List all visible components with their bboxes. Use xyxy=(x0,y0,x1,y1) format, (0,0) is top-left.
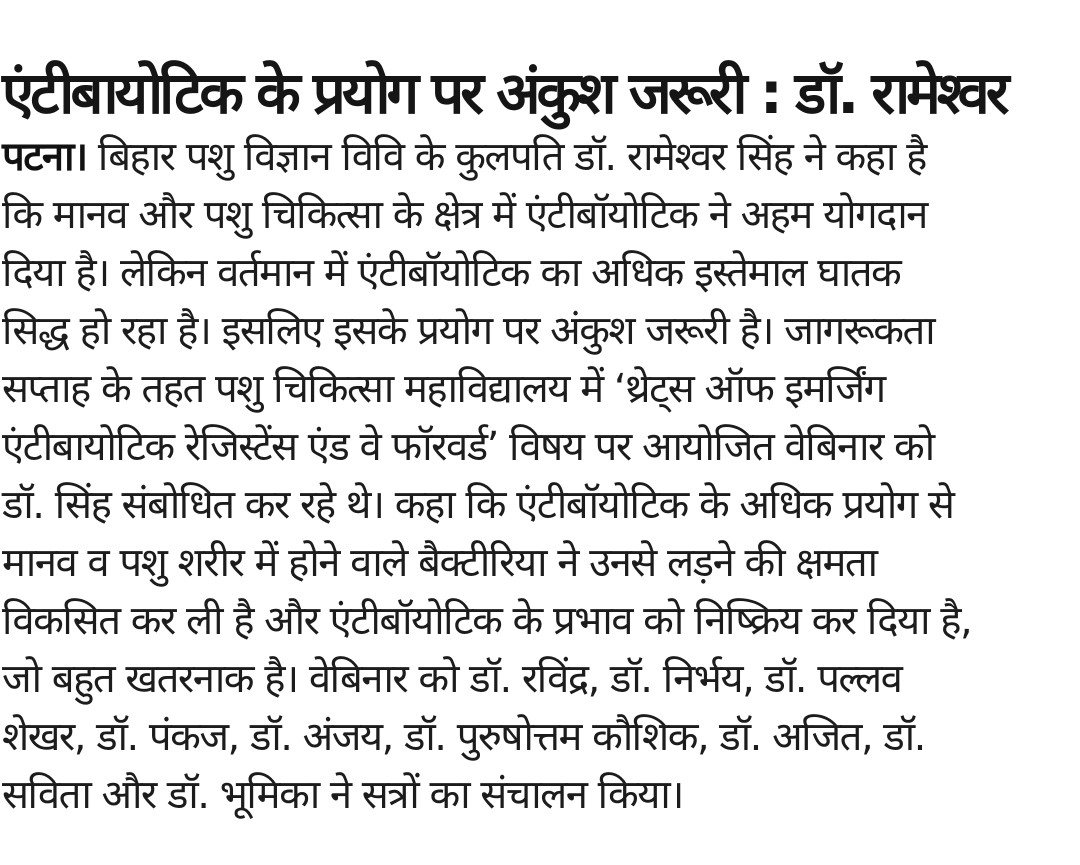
body-line-12: सविता और डॉ. भूमिका ने सत्रों का संचालन किया। xyxy=(2,772,683,818)
dateline: पटना। xyxy=(2,134,87,180)
body-line-text: बिहार पशु विज्ञान विवि के कुलपति डॉ. रामेश्वर सिंह ने कहा है xyxy=(97,134,926,180)
body-line-2: कि मानव और पशु चिकित्सा के क्षेत्र में एंटीबॉयोटिक ने अहम योगदान xyxy=(2,192,927,238)
body-line-8: मानव व पशु शरीर में होने वाले बैक्टीरिया ने उनसे लड़ने की क्षमता xyxy=(2,540,877,586)
body-line-3: दिया है। लेकिन वर्तमान में एंटीबॉयोटिक का अधिक इस्तेमाल घातक xyxy=(2,250,901,296)
body-line-7: डॉ. सिंह संबोधित कर रहे थे। कहा कि एंटीबॉयोटिक के अधिक प्रयोग से xyxy=(2,482,954,528)
body-line-1 xyxy=(2,128,1076,186)
body-line-9: विकसित कर ली है और एंटीबॉयोटिक के प्रभाव को निष्क्रिय कर दिया है, xyxy=(2,598,972,644)
body-line-11: शेखर, डॉ. पंकज, डॉ. अंजय, डॉ. पुरुषोत्तम कौशिक, डॉ. अजित, डॉ. xyxy=(2,714,925,760)
body-line-10: जो बहुत खतरनाक है। वेबिनार को डॉ. रविंद्र, डॉ. निर्भय, डॉ. पल्लव xyxy=(2,656,902,702)
body-line-4: सिद्ध हो रहा है। इसलिए इसके प्रयोग पर अंकुश जरूरी है। जागरूकता xyxy=(2,308,935,354)
article-body xyxy=(2,128,1076,824)
body-line-6: एंटीबायोटिक रेजिस्टेंस एंड वे फॉरवर्ड’ विषय पर आयोजित वेबिनार को xyxy=(2,424,934,470)
body-line-5: सप्ताह के तहत पशु चिकित्सा महाविद्यालय में ‘थ्रेट्स ऑफ इमर्जिंग xyxy=(2,366,885,412)
headline: एंटीबायोटिक के प्रयोग पर अंकुश जरूरी : डॉ. रामेश्वर xyxy=(2,59,1006,127)
